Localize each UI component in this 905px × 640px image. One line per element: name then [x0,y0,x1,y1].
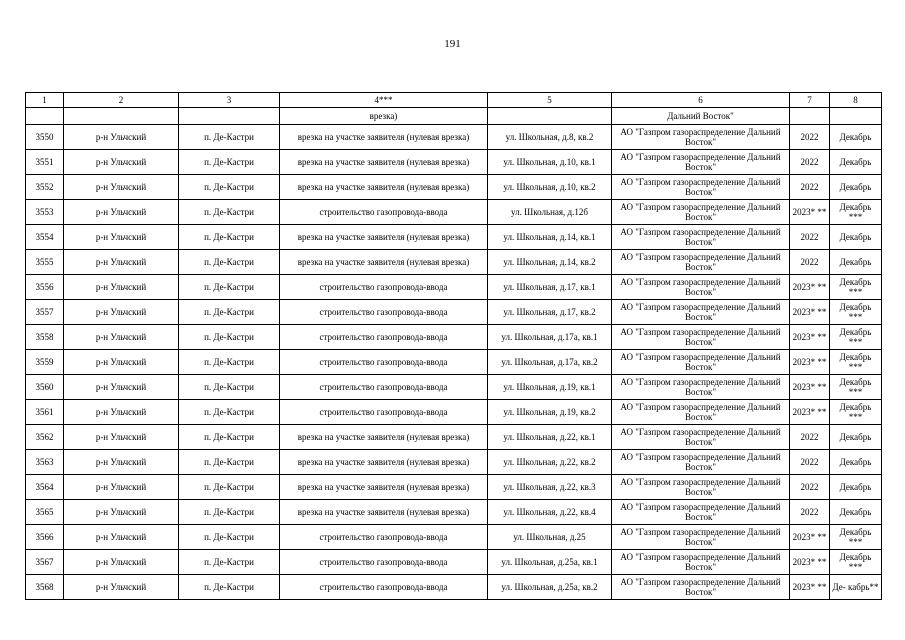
table-cell: Декабрь *** [830,200,882,225]
table-cell: АО "Газпром газораспределение Дальний Восток" [612,350,790,375]
table-cell: врезка на участке заявителя (нулевая врезка) [280,425,488,450]
table-cell: 3566 [26,525,64,550]
column-header: 3 [179,93,280,108]
table-cell: р-н Ульчский [64,225,179,250]
table-cell: р-н Ульчский [64,425,179,450]
table-cell: 2022 [790,150,830,175]
table-cell: ул. Школьная, д.25 [488,525,612,550]
table-cell: 3561 [26,400,64,425]
table-cell: АО "Газпром газораспределение Дальний Восток" [612,325,790,350]
table-cell: 2023* ** [790,575,830,600]
table-cell: п. Де-Кастри [179,150,280,175]
table-cell [26,108,64,125]
table-cell [488,108,612,125]
table-row [26,400,882,425]
column-header: 8 [830,93,882,108]
table-cell: АО "Газпром газораспределение Дальний Восток" [612,225,790,250]
table-cell: 3550 [26,125,64,150]
table-row [26,550,882,575]
table-row [26,275,882,300]
table-row [26,525,882,550]
table-cell: строительство газопровода-ввода [280,300,488,325]
table-cell: 3568 [26,575,64,600]
table-cell: п. Де-Кастри [179,300,280,325]
table-cell: Декабрь [830,475,882,500]
table-cell: ул. Школьная, д.19, кв.2 [488,400,612,425]
table-cell [179,108,280,125]
table-cell: врезка на участке заявителя (нулевая врезка) [280,125,488,150]
table-cell: 3562 [26,425,64,450]
table-cell: 2023* ** [790,325,830,350]
table-cell: 3559 [26,350,64,375]
header-row [26,93,882,108]
table-cell: строительство газопровода-ввода [280,375,488,400]
page-number: 191 [444,38,461,50]
table-cell: 2022 [790,475,830,500]
table-cell: строительство газопровода-ввода [280,200,488,225]
gas-connection-table [25,92,882,600]
table-cell: ул. Школьная, д.17, кв.2 [488,300,612,325]
table-cell: р-н Ульчский [64,475,179,500]
table-cell: 2022 [790,250,830,275]
table-cell: ул. Школьная, д.25а, кв.1 [488,550,612,575]
table-cell: р-н Ульчский [64,125,179,150]
table-cell: 3551 [26,150,64,175]
table-cell: строительство газопровода-ввода [280,350,488,375]
table-cell: ул. Школьная, д.14, кв.1 [488,225,612,250]
table-cell: п. Де-Кастри [179,525,280,550]
table-row [26,125,882,150]
table-cell: р-н Ульчский [64,300,179,325]
table-cell: 2022 [790,425,830,450]
table-cell: р-н Ульчский [64,250,179,275]
table-cell: 2023* ** [790,550,830,575]
table-row [26,200,882,225]
table-cell: 3556 [26,275,64,300]
table-cell: ул. Школьная, д.25а, кв.2 [488,575,612,600]
table-cell: 3560 [26,375,64,400]
table-cell: п. Де-Кастри [179,500,280,525]
table-cell: ул. Школьная, д.22, кв.1 [488,425,612,450]
column-header: 5 [488,93,612,108]
table-cell: 3554 [26,225,64,250]
table-cell: АО "Газпром газораспределение Дальний Восток" [612,300,790,325]
table-cell: 2022 [790,175,830,200]
table-cell: врезка на участке заявителя (нулевая врезка) [280,225,488,250]
table-cell: строительство газопровода-ввода [280,575,488,600]
table-row [26,425,882,450]
table-cell: Декабрь [830,425,882,450]
table-cell: 3553 [26,200,64,225]
table-cell: 3555 [26,250,64,275]
table-cell: р-н Ульчский [64,525,179,550]
table-row [26,575,882,600]
table-cell: п. Де-Кастри [179,175,280,200]
table-cell: 2023* ** [790,375,830,400]
table-cell: п. Де-Кастри [179,575,280,600]
table-cell: р-н Ульчский [64,450,179,475]
table-cell: АО "Газпром газораспределение Дальний Восток" [612,400,790,425]
table-cell: Дальний Восток" [612,108,790,125]
table-cell: Декабрь *** [830,525,882,550]
table-cell: АО "Газпром газораспределение Дальний Восток" [612,175,790,200]
table-cell: ул. Школьная, д.22, кв.2 [488,450,612,475]
table-cell: строительство газопровода-ввода [280,550,488,575]
table-cell: 2023* ** [790,300,830,325]
table-cell: Декабрь *** [830,550,882,575]
table-cell: АО "Газпром газораспределение Дальний Восток" [612,150,790,175]
table-cell: 2023* ** [790,525,830,550]
table-cell: АО "Газпром газораспределение Дальний Восток" [612,275,790,300]
table-cell [64,108,179,125]
table-cell: р-н Ульчский [64,550,179,575]
table-cell: п. Де-Кастри [179,225,280,250]
table-cell: п. Де-Кастри [179,375,280,400]
table-cell: п. Де-Кастри [179,450,280,475]
table-cell: АО "Газпром газораспределение Дальний Восток" [612,475,790,500]
table-cell: 3567 [26,550,64,575]
table-cell: п. Де-Кастри [179,125,280,150]
table-cell: АО "Газпром газораспределение Дальний Восток" [612,125,790,150]
table-cell: врезка на участке заявителя (нулевая врезка) [280,175,488,200]
table-cell: р-н Ульчский [64,175,179,200]
table-cell: Декабрь *** [830,300,882,325]
table-cell: п. Де-Кастри [179,325,280,350]
table-row [26,450,882,475]
table-cell: ул. Школьная, д.22, кв.4 [488,500,612,525]
table-row [26,225,882,250]
table-cell: ул. Школьная, д.22, кв.3 [488,475,612,500]
table-cell: АО "Газпром газораспределение Дальний Восток" [612,200,790,225]
table-cell: ул. Школьная, д.17а, кв.2 [488,350,612,375]
table-cell: Декабрь [830,500,882,525]
table-cell: ул. Школьная, д.10, кв.1 [488,150,612,175]
table-cell: р-н Ульчский [64,500,179,525]
table-row [26,350,882,375]
table-cell: ул. Школьная, д.19, кв.1 [488,375,612,400]
table-row [26,250,882,275]
table-cell: врезка на участке заявителя (нулевая врезка) [280,500,488,525]
table-cell: АО "Газпром газораспределение Дальний Восток" [612,550,790,575]
table-cell: АО "Газпром газораспределение Дальний Восток" [612,575,790,600]
table-cell: 2023* ** [790,200,830,225]
table-cell: р-н Ульчский [64,150,179,175]
table-cell: врезка на участке заявителя (нулевая врезка) [280,250,488,275]
table-cell: п. Де-Кастри [179,425,280,450]
table-cell: строительство газопровода-ввода [280,400,488,425]
table-cell: ул. Школьная, д.17, кв.1 [488,275,612,300]
table-cell: Декабрь *** [830,350,882,375]
table-cell: Декабрь [830,150,882,175]
column-header: 6 [612,93,790,108]
table-cell: п. Де-Кастри [179,275,280,300]
table-cell: р-н Ульчский [64,375,179,400]
table-row [26,500,882,525]
table-cell: п. Де-Кастри [179,250,280,275]
table-cell: п. Де-Кастри [179,550,280,575]
table-cell: ул. Школьная, д.10, кв.2 [488,175,612,200]
table-cell [830,108,882,125]
table-cell: р-н Ульчский [64,325,179,350]
table-cell: строительство газопровода-ввода [280,525,488,550]
column-header: 4*** [280,93,488,108]
table-cell: 3557 [26,300,64,325]
table-cell: Декабрь [830,450,882,475]
table-cell: Де- кабрь** [830,575,882,600]
table-cell: врезка на участке заявителя (нулевая врезка) [280,450,488,475]
table-cell: ул. Школьная, д.17а, кв.1 [488,325,612,350]
table-cell: 2023* ** [790,350,830,375]
table-cell: Декабрь *** [830,275,882,300]
table-row [26,175,882,200]
table-cell: 2022 [790,225,830,250]
table-row [26,300,882,325]
table-cell: строительство газопровода-ввода [280,325,488,350]
table-cell: р-н Ульчский [64,200,179,225]
table-header [26,93,882,108]
table-cell: 2023* ** [790,400,830,425]
table-cell: р-н Ульчский [64,400,179,425]
table-cell: АО "Газпром газораспределение Дальний Восток" [612,375,790,400]
table-cell: Декабрь *** [830,375,882,400]
table-cell: ул. Школьная, д.12б [488,200,612,225]
table-body [26,108,882,600]
table-cell: п. Де-Кастри [179,200,280,225]
table-cell: Декабрь *** [830,325,882,350]
table-cell: АО "Газпром газораспределение Дальний Восток" [612,500,790,525]
table-cell: АО "Газпром газораспределение Дальний Восток" [612,450,790,475]
table-cell: 2022 [790,450,830,475]
table-cell: врезка на участке заявителя (нулевая врезка) [280,475,488,500]
column-header: 1 [26,93,64,108]
table-cell: 3563 [26,450,64,475]
table-cell: 2022 [790,125,830,150]
table-cell: врезка на участке заявителя (нулевая врезка) [280,150,488,175]
table-cell: 3564 [26,475,64,500]
continuation-row [26,108,882,125]
table-cell: 3565 [26,500,64,525]
table-cell: ул. Школьная, д.8, кв.2 [488,125,612,150]
table-cell: 2022 [790,500,830,525]
table-cell: АО "Газпром газораспределение Дальний Восток" [612,425,790,450]
table-cell: АО "Газпром газораспределение Дальний Восток" [612,250,790,275]
table-cell: Декабрь [830,125,882,150]
table-cell: 3552 [26,175,64,200]
table-cell: 2023* ** [790,275,830,300]
table-row [26,325,882,350]
table-row [26,150,882,175]
table-cell: п. Де-Кастри [179,475,280,500]
table-cell: р-н Ульчский [64,275,179,300]
column-header: 7 [790,93,830,108]
table-cell: 3558 [26,325,64,350]
table-cell: врезка) [280,108,488,125]
table-cell: р-н Ульчский [64,575,179,600]
column-header: 2 [64,93,179,108]
table-row [26,475,882,500]
table-cell: строительство газопровода-ввода [280,275,488,300]
table-cell: Декабрь *** [830,400,882,425]
table-cell: п. Де-Кастри [179,400,280,425]
table-cell: Декабрь [830,175,882,200]
table-row [26,375,882,400]
table-cell: ул. Школьная, д.14, кв.2 [488,250,612,275]
table-cell [790,108,830,125]
table-cell: Декабрь [830,250,882,275]
table-cell: п. Де-Кастри [179,350,280,375]
table-cell: АО "Газпром газораспределение Дальний Восток" [612,525,790,550]
table-cell: Декабрь [830,225,882,250]
table-cell: р-н Ульчский [64,350,179,375]
